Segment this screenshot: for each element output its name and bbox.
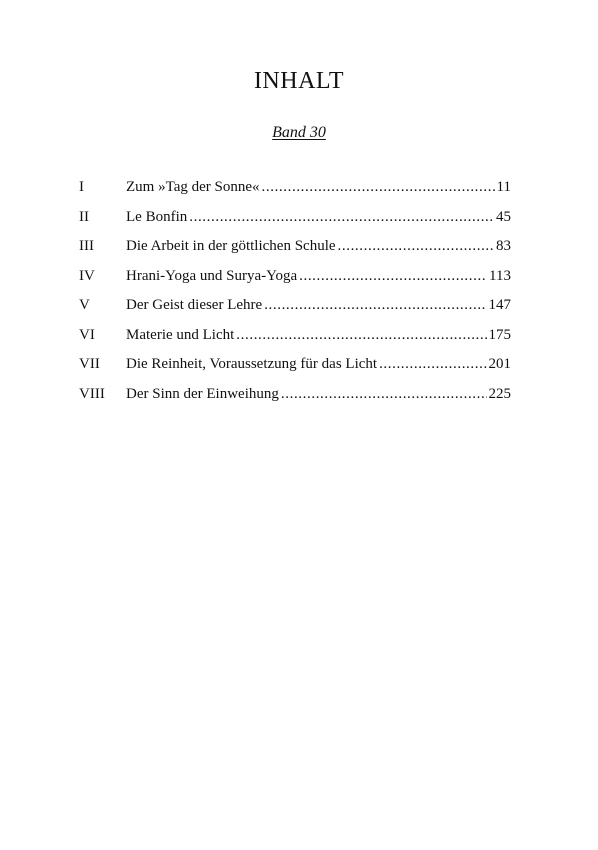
dot-leader [189, 207, 494, 227]
page-number: 225 [488, 385, 511, 402]
chapter-numeral: VII [79, 356, 100, 372]
page-title: INHALT [253, 68, 345, 94]
chapter-title: Die Arbeit in der göttlichen Schule [126, 238, 336, 254]
page-number: 201 [488, 356, 511, 372]
page-number: 45 [496, 208, 511, 225]
chapter-numeral: VI [79, 326, 95, 343]
dot-leader [262, 177, 495, 197]
toc-entry [79, 354, 511, 384]
chapter-numeral: I [79, 179, 84, 195]
table-of-contents [79, 177, 511, 413]
volume-subtitle: Band 30 [272, 124, 326, 141]
page-number: 11 [496, 179, 511, 195]
chapter-numeral: VIII [79, 385, 105, 402]
toc-entry [79, 236, 511, 266]
chapter-title: Materie und Licht [126, 326, 235, 343]
chapter-title: Le Bonfin [126, 208, 188, 225]
dot-leader [236, 325, 486, 345]
chapter-numeral: IV [79, 267, 95, 284]
toc-entry [79, 177, 511, 207]
dot-leader [299, 266, 487, 286]
toc-entry [79, 266, 511, 296]
toc-entry [79, 295, 511, 325]
chapter-numeral: II [79, 208, 89, 225]
chapter-title: Hrani-Yoga und Surya-Yoga [126, 267, 298, 284]
page-number: 83 [496, 238, 511, 254]
chapter-title: Der Sinn der Einweihung [126, 385, 279, 402]
chapter-title: Die Reinheit, Voraussetzung für das Licht [126, 356, 378, 372]
dot-leader [338, 236, 494, 256]
page-number: 147 [488, 297, 511, 313]
chapter-title: Der Geist dieser Lehre [126, 297, 263, 313]
chapter-numeral: III [79, 238, 94, 254]
page-number: 113 [489, 267, 511, 284]
dot-leader [379, 354, 486, 374]
toc-entry [79, 207, 511, 237]
chapter-numeral: V [79, 297, 90, 313]
page-number: 175 [488, 326, 511, 343]
toc-entry [79, 384, 511, 414]
toc-entry [79, 325, 511, 355]
dot-leader [281, 384, 487, 404]
dot-leader [264, 295, 486, 315]
chapter-title: Zum »Tag der Sonne« [126, 179, 260, 195]
